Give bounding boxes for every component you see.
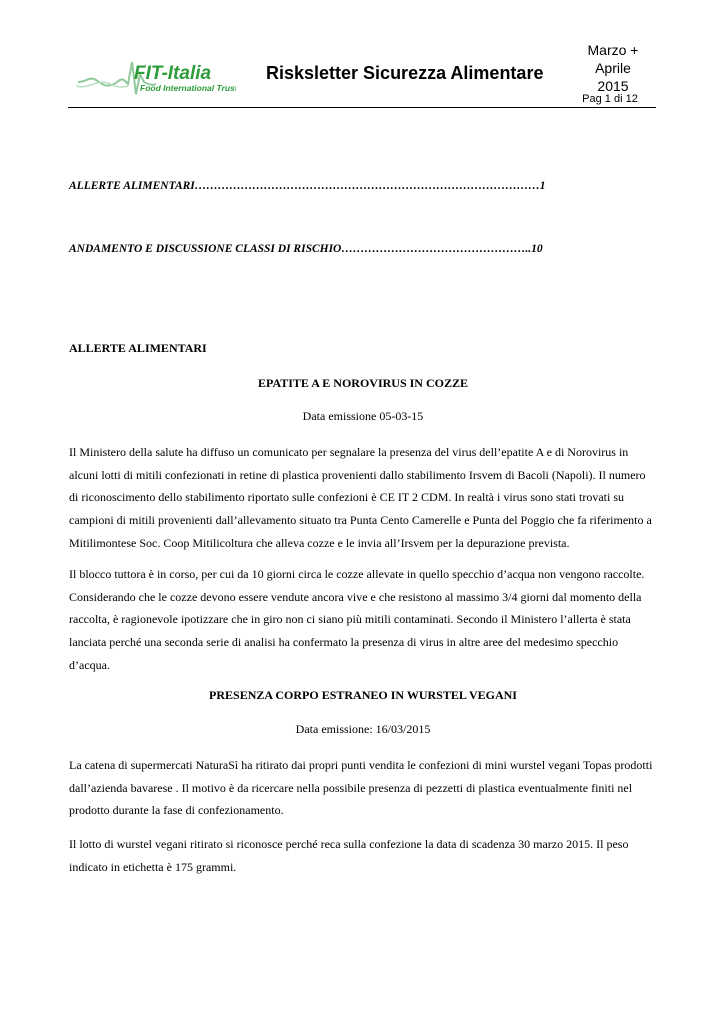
toc-entry-andamento[interactable]	[69, 243, 543, 255]
logo-tagline: Food International Trust	[140, 83, 236, 93]
article-paragraph: Il Ministero della salute ha diffuso un comunicato per segnalare la presenza del virus dell’epatite A e di Norovirus in alcuni lotti di mitili confezionati in retine di plastica provenienti dallo stabilimento Irsvem di Bacoli (Napoli). Il numero di riconoscimento dello stabilimento riportato sulle confezioni è CE IT 2 CDM. In realtà i virus sono stati trovati su campioni di mitili provenienti dall’allevamento situato tra Punta Cento Camerelle e Punta del Poggio che fa riferimento a Mitilimontese Soc. Coop Mitilicoltura che alleva cozze e le invia all’Irsvem per la depurazione prevista.	[69, 445, 652, 550]
logo-name: FIT-Italia	[134, 63, 212, 84]
heartbeat-wave-icon	[76, 54, 236, 100]
toc-page: 1	[539, 180, 546, 192]
toc-label: ANDAMENTO E DISCUSSIONE CLASSI DI RISCHIO	[69, 243, 342, 255]
article-title: EPATITE A E NOROVIRUS IN COZZE	[258, 376, 468, 390]
toc-page: 10	[531, 243, 543, 255]
toc-label: ALLERTE ALIMENTARI	[69, 180, 195, 192]
page-number: Pag 1 di 12	[582, 93, 638, 105]
article-title: PRESENZA CORPO ESTRANEO IN WURSTEL VEGANI	[209, 688, 517, 702]
page-header	[0, 0, 725, 112]
article-paragraph: Il lotto di wurstel vegani ritirato si riconosce perché reca sulla confezione la data di scadenza 30 marzo 2015. Il peso indicato in etichetta è 175 grammi.	[69, 837, 629, 874]
article-paragraph: Il blocco tuttora è in corso, per cui da 10 giorni circa le cozze allevate in quello specchio d’acqua non vengono raccolte. Considerando che le cozze devono essere vendute ancora vive e che resistono al massimo 3/4 giorni dal momento della raccolta, è ragionevole ipotizzare che in giro non ci siano più mitili contaminati. Secondo il Ministero l’allerta è stata lanciata perché una seconda serie di analisi ha confermato la presenza di virus in altre aree del medesimo specchio d’acqua.	[69, 567, 645, 672]
issue-date-line: Marzo +	[587, 42, 639, 58]
fit-italia-logo	[76, 54, 236, 100]
toc-entry-allerte[interactable]	[69, 180, 546, 192]
article-paragraph: La catena di supermercati NaturaSì ha ritirato dai propri punti vendita le confezioni di mini wurstel vegani Topas prodotti dall’azienda bavarese . Il motivo è da ricercare nella possibile presenza di pezzetti di plastica eventualmente finiti nel prodotto durante la fase di confezionamento.	[69, 758, 653, 818]
article-date: Data emissione 05-03-15	[302, 409, 424, 423]
toc-leader: ………………………………………………………………………………	[194, 180, 540, 192]
article-date: Data emissione: 16/03/2015	[295, 722, 431, 736]
issue-date-line: Aprile	[595, 60, 631, 76]
toc-leader: …………………………………………..	[341, 243, 532, 255]
section-heading: ALLERTE ALIMENTARI	[69, 341, 207, 355]
issue-date	[578, 41, 648, 95]
issue-date-line: 2015	[597, 78, 629, 94]
newsletter-title: Risksletter Sicurezza Alimentare	[266, 63, 544, 83]
header-divider	[68, 107, 656, 108]
